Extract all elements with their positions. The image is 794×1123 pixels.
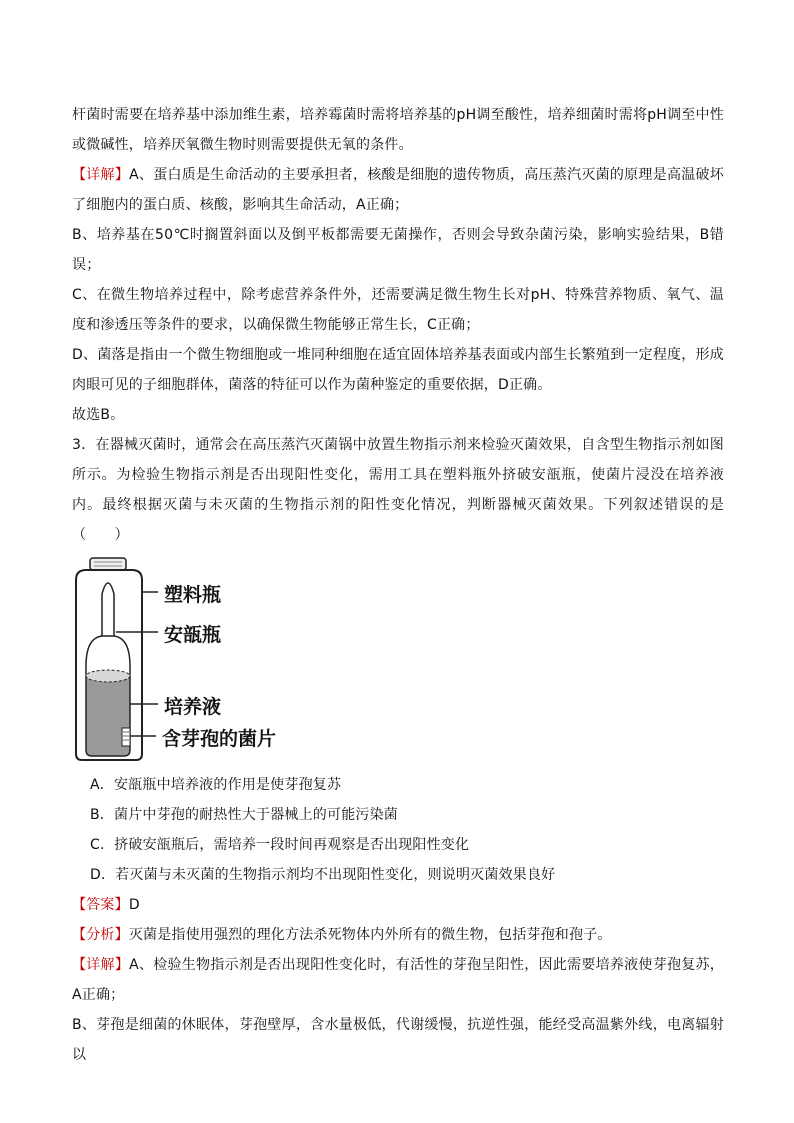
label-culture-liquid: 培养液 xyxy=(164,696,222,718)
paragraph: 故选B。 xyxy=(72,407,125,423)
paragraph: 杆菌时需要在培养基中添加维生素，培养霉菌时需将培养基的pH调至酸性，培养细菌时需将pH调至中性或微碱性，培养厌氧微生物时则需要提供无氧的条件。 xyxy=(72,107,724,153)
paragraph: D、菌落是指由一个微生物细胞或一堆同种细胞在适宜固体培养基表面或内部生长繁殖到一定程度，形成肉眼可见的子细胞群体，菌落的特征可以作为菌种鉴定的重要依据，D正确。 xyxy=(72,347,724,393)
paragraph: 【详解】A、检验生物指示剂是否出现阳性变化时，有活性的芽孢呈阳性，因此需要培养液使芽孢复苏，A正确； xyxy=(72,957,724,1003)
question-stem: 3．在器械灭菌时，通常会在高压蒸汽灭菌锅中放置生物指示剂来检验灭菌效果，自含型生物指示剂如图所示。为检验生物指示剂是否出现阳性变化，需用工具在塑料瓶外挤破安瓿瓶，使菌片浸没在培养液内。最终根据灭菌与未灭菌的生物指示剂的阳性变化情况，判断器械灭菌效果。下列叙述错误的是（ ） xyxy=(72,437,724,543)
bio-indicator-figure xyxy=(72,554,277,764)
top-paragraphs xyxy=(72,100,724,550)
detail-tag: 【详解】 xyxy=(72,167,130,183)
analysis-tag: 【分析】 xyxy=(72,927,129,943)
option-a: A．安瓿瓶中培养液的作用是使芽孢复苏 xyxy=(90,777,342,793)
option-c: C．挤破安瓿瓶后，需培养一段时间再观察是否出现阳性变化 xyxy=(90,837,470,853)
analysis-line: 【分析】灭菌是指使用强烈的理化方法杀死物体内外所有的微生物，包括芽孢和孢子。 xyxy=(72,927,612,943)
answer-tag: 【答案】 xyxy=(72,897,129,913)
paragraph: B、培养基在50℃时搁置斜面以及倒平板都需要无菌操作，否则会导致杂菌污染，影响实验结果，B错误； xyxy=(72,227,724,273)
paragraph: C、在微生物培养过程中，除考虑营养条件外，还需要满足微生物生长对pH、特殊营养物质、氧气、温度和渗透压等条件的要求，以确保微生物能够正常生长，C正确； xyxy=(72,287,724,333)
option-b: B．菌片中芽孢的耐热性大于器械上的可能污染菌 xyxy=(90,807,399,823)
answer-options xyxy=(72,770,724,890)
bottom-paragraphs xyxy=(72,890,724,1070)
answer-line: 【答案】D xyxy=(72,897,140,913)
option-d: D．若灭菌与未灭菌的生物指示剂均不出现阳性变化，则说明灭菌效果良好 xyxy=(90,867,556,883)
label-ampoule: 安瓿瓶 xyxy=(164,624,222,646)
label-plastic-bottle: 塑料瓶 xyxy=(164,584,222,606)
paragraph: 【详解】A、蛋白质是生命活动的主要承担者，核酸是细胞的遗传物质，高压蒸汽灭菌的原理是高温破坏了细胞内的蛋白质、核酸，影响其生命活动，A正确； xyxy=(72,167,724,213)
detail-tag: 【详解】 xyxy=(72,957,130,973)
label-spore-strip: 含芽孢的菌片 xyxy=(162,728,277,750)
document-page xyxy=(72,100,724,1070)
paragraph: B、芽孢是细菌的休眠体，芽孢壁厚，含水量极低，代谢缓慢，抗逆性强，能经受高温紫外线，电离辐射以 xyxy=(72,1017,724,1063)
